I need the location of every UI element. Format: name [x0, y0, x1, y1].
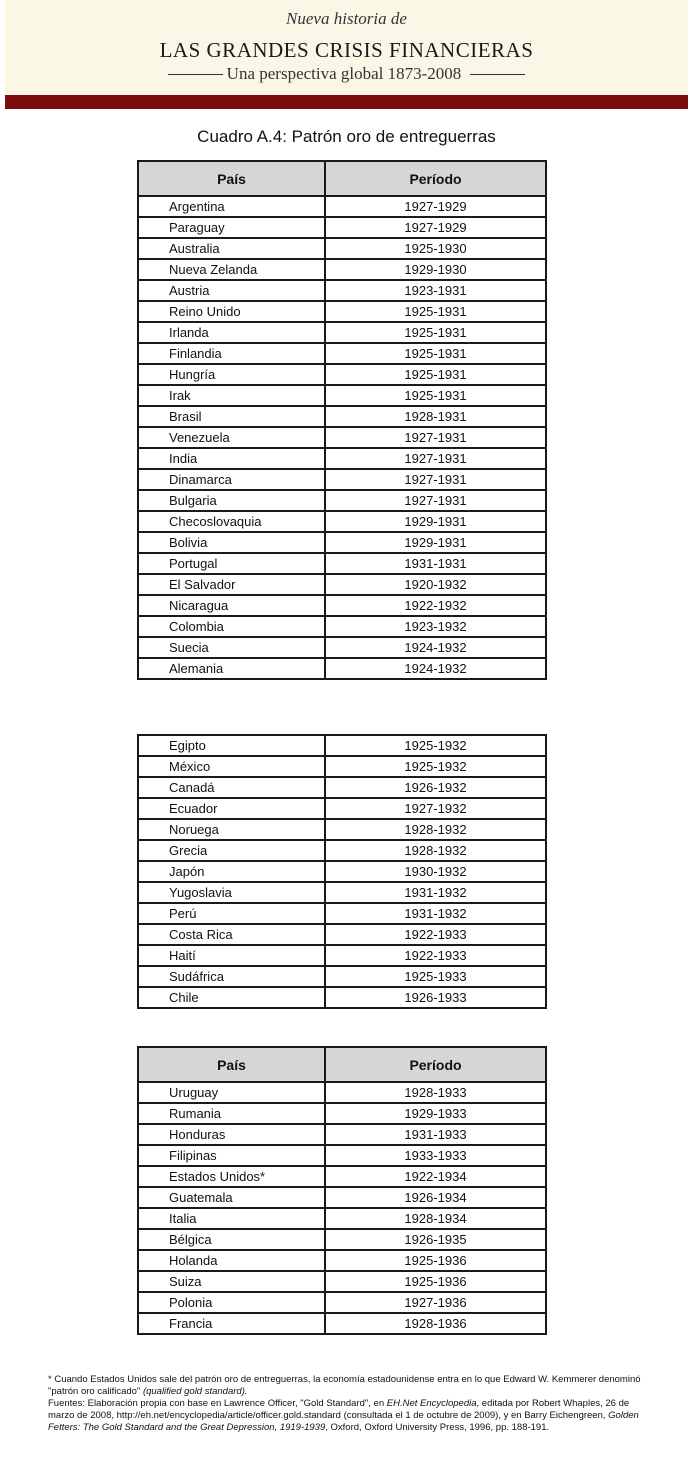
table-row — [138, 1082, 546, 1103]
header-title: LAS GRANDES CRISIS FINANCIERAS — [159, 38, 534, 62]
country-cell: Sudáfrica — [138, 966, 325, 987]
period-cell: 1923-1932 — [325, 616, 546, 637]
country-cell: Canadá — [138, 777, 325, 798]
period-cell: 1928-1932 — [325, 819, 546, 840]
country-cell: Nueva Zelanda — [138, 259, 325, 280]
table-row — [138, 861, 546, 882]
country-cell: India — [138, 448, 325, 469]
table-row — [138, 1250, 546, 1271]
period-cell: 1925-1932 — [325, 735, 546, 756]
period-cell: 1925-1936 — [325, 1271, 546, 1292]
country-cell: Australia — [138, 238, 325, 259]
table-header-row — [138, 161, 546, 196]
table-row — [138, 924, 546, 945]
country-cell: Argentina — [138, 196, 325, 217]
period-cell: 1925-1932 — [325, 756, 546, 777]
country-cell: Chile — [138, 987, 325, 1008]
period-cell: 1925-1931 — [325, 364, 546, 385]
period-cell: 1930-1932 — [325, 861, 546, 882]
country-cell: Honduras — [138, 1124, 325, 1145]
table-row — [138, 1292, 546, 1313]
table-row — [138, 490, 546, 511]
country-cell: Reino Unido — [138, 301, 325, 322]
period-cell: 1922-1932 — [325, 595, 546, 616]
period-cell: 1928-1931 — [325, 406, 546, 427]
sources-text-a: Fuentes: Elaboración propia con base en Lawrence Officer, "Gold Standard", en — [48, 1398, 387, 1409]
country-cell: El Salvador — [138, 574, 325, 595]
period-cell: 1931-1932 — [325, 882, 546, 903]
table-row — [138, 1124, 546, 1145]
table-row — [138, 364, 546, 385]
country-cell: Austria — [138, 280, 325, 301]
period-cell: 1926-1934 — [325, 1187, 546, 1208]
country-cell: Nicaragua — [138, 595, 325, 616]
country-cell: Colombia — [138, 616, 325, 637]
sources-note — [48, 1398, 648, 1434]
country-cell: Polonia — [138, 1292, 325, 1313]
period-cell: 1922-1933 — [325, 945, 546, 966]
table-row — [138, 735, 546, 756]
period-cell: 1927-1932 — [325, 798, 546, 819]
tagline-rule-right — [470, 74, 525, 75]
table-row — [138, 301, 546, 322]
country-cell: Bélgica — [138, 1229, 325, 1250]
table-row — [138, 1103, 546, 1124]
period-cell: 1928-1936 — [325, 1313, 546, 1334]
period-cell: 1933-1933 — [325, 1145, 546, 1166]
column-header-country: País — [138, 161, 325, 196]
header-subtitle: Nueva historia de — [286, 9, 407, 28]
country-cell: Checoslovaquia — [138, 511, 325, 532]
period-cell: 1920-1932 — [325, 574, 546, 595]
country-cell: Irak — [138, 385, 325, 406]
table-row — [138, 553, 546, 574]
table-row — [138, 427, 546, 448]
table-row — [138, 532, 546, 553]
table-row — [138, 322, 546, 343]
period-cell: 1928-1932 — [325, 840, 546, 861]
country-cell: Bolivia — [138, 532, 325, 553]
table-row — [138, 882, 546, 903]
country-cell: Suiza — [138, 1271, 325, 1292]
period-cell: 1927-1931 — [325, 490, 546, 511]
country-cell: Yugoslavia — [138, 882, 325, 903]
table-row — [138, 777, 546, 798]
country-cell: Haití — [138, 945, 325, 966]
table-row — [138, 756, 546, 777]
table-row — [138, 1313, 546, 1334]
period-cell: 1927-1929 — [325, 196, 546, 217]
book-header — [5, 0, 688, 95]
period-cell: 1926-1935 — [325, 1229, 546, 1250]
header-band — [5, 95, 688, 109]
period-cell: 1925-1931 — [325, 322, 546, 343]
country-cell: México — [138, 756, 325, 777]
table-row — [138, 1271, 546, 1292]
table-row — [138, 448, 546, 469]
period-cell: 1929-1930 — [325, 259, 546, 280]
period-cell: 1931-1931 — [325, 553, 546, 574]
country-cell: Grecia — [138, 840, 325, 861]
period-cell: 1929-1933 — [325, 1103, 546, 1124]
country-cell: Ecuador — [138, 798, 325, 819]
country-cell: Paraguay — [138, 217, 325, 238]
period-cell: 1928-1933 — [325, 1082, 546, 1103]
country-cell: Rumania — [138, 1103, 325, 1124]
header-tagline-text: Una perspectiva global 1873-2008 — [226, 64, 462, 83]
table-row — [138, 595, 546, 616]
period-cell: 1926-1933 — [325, 987, 546, 1008]
gold-standard-table-2 — [137, 734, 547, 1009]
period-cell: 1927-1931 — [325, 427, 546, 448]
table-header-row — [138, 1047, 546, 1082]
period-cell: 1925-1931 — [325, 385, 546, 406]
tagline-rule-left — [168, 74, 223, 75]
sources-italic-b: EH.Net Encyclopedia — [386, 1398, 477, 1409]
table-row — [138, 1187, 546, 1208]
period-cell: 1926-1932 — [325, 777, 546, 798]
country-cell: Costa Rica — [138, 924, 325, 945]
footnote-text: * Cuando Estados Unidos sale del patrón oro de entreguerras, la economía estadounidense entra en lo que Edward W. Kemmerer denominó "patrón oro calificado" — [48, 1374, 641, 1397]
period-cell: 1922-1933 — [325, 924, 546, 945]
sources-italic-d: Golden Fetters: The Gold Standard and the Great Depression, 1919-1939 — [48, 1410, 639, 1433]
period-cell: 1925-1936 — [325, 1250, 546, 1271]
country-cell: Perú — [138, 903, 325, 924]
period-cell: 1924-1932 — [325, 658, 546, 679]
gold-standard-table-3 — [137, 1046, 547, 1335]
period-cell: 1925-1931 — [325, 343, 546, 364]
period-cell: 1924-1932 — [325, 637, 546, 658]
period-cell: 1927-1931 — [325, 469, 546, 490]
table-row — [138, 406, 546, 427]
sources-text-e: , Oxford, Oxford University Press, 1996, pp. 188-191. — [325, 1422, 550, 1433]
table-row — [138, 1145, 546, 1166]
country-cell: Portugal — [138, 553, 325, 574]
footnotes — [48, 1374, 648, 1434]
country-cell: Noruega — [138, 819, 325, 840]
country-cell: Hungría — [138, 364, 325, 385]
country-cell: Irlanda — [138, 322, 325, 343]
period-cell: 1927-1936 — [325, 1292, 546, 1313]
period-cell: 1927-1931 — [325, 448, 546, 469]
country-cell: Holanda — [138, 1250, 325, 1271]
table-row — [138, 1208, 546, 1229]
gold-standard-table-1 — [137, 160, 547, 680]
period-cell: 1925-1930 — [325, 238, 546, 259]
country-cell: Uruguay — [138, 1082, 325, 1103]
table-row — [138, 903, 546, 924]
country-cell: Brasil — [138, 406, 325, 427]
table-row — [138, 798, 546, 819]
table-row — [138, 574, 546, 595]
country-cell: Italia — [138, 1208, 325, 1229]
sources-text-c: , editada por Robert Whaples, 26 de marzo de 2008, http://eh.net/encyclopedia/article/officer.gold.standard (consultada el 1 de octubre de 2009), y en Barry Eichengreen, — [48, 1398, 630, 1421]
period-cell: 1929-1931 — [325, 511, 546, 532]
country-cell: Dinamarca — [138, 469, 325, 490]
country-cell: Venezuela — [138, 427, 325, 448]
table-row — [138, 511, 546, 532]
period-cell: 1931-1933 — [325, 1124, 546, 1145]
footnote-italic: (qualified gold standard). — [142, 1386, 248, 1397]
table-row — [138, 840, 546, 861]
footnote-asterisk — [48, 1374, 648, 1398]
table-row — [138, 637, 546, 658]
table-row — [138, 1229, 546, 1250]
table-row — [138, 987, 546, 1008]
country-cell: Finlandia — [138, 343, 325, 364]
table-row — [138, 343, 546, 364]
country-cell: Francia — [138, 1313, 325, 1334]
country-cell: Egipto — [138, 735, 325, 756]
table-caption: Cuadro A.4: Patrón oro de entreguerras — [197, 127, 496, 146]
period-cell: 1931-1932 — [325, 903, 546, 924]
table-row — [138, 217, 546, 238]
country-cell: Japón — [138, 861, 325, 882]
header-tagline — [5, 64, 688, 84]
period-cell: 1927-1929 — [325, 217, 546, 238]
period-cell: 1923-1931 — [325, 280, 546, 301]
table-row — [138, 1166, 546, 1187]
country-cell: Suecia — [138, 637, 325, 658]
period-cell: 1925-1933 — [325, 966, 546, 987]
country-cell: Alemania — [138, 658, 325, 679]
table-row — [138, 280, 546, 301]
table-row — [138, 616, 546, 637]
table-row — [138, 259, 546, 280]
table-row — [138, 238, 546, 259]
country-cell: Estados Unidos* — [138, 1166, 325, 1187]
period-cell: 1922-1934 — [325, 1166, 546, 1187]
table-row — [138, 945, 546, 966]
table-row — [138, 385, 546, 406]
column-header-period: Período — [325, 1047, 546, 1082]
country-cell: Guatemala — [138, 1187, 325, 1208]
country-cell: Bulgaria — [138, 490, 325, 511]
period-cell: 1928-1934 — [325, 1208, 546, 1229]
country-cell: Filipinas — [138, 1145, 325, 1166]
column-header-period: Período — [325, 161, 546, 196]
table-row — [138, 819, 546, 840]
table-row — [138, 469, 546, 490]
table-row — [138, 658, 546, 679]
period-cell: 1929-1931 — [325, 532, 546, 553]
column-header-country: País — [138, 1047, 325, 1082]
period-cell: 1925-1931 — [325, 301, 546, 322]
table-row — [138, 966, 546, 987]
table-row — [138, 196, 546, 217]
